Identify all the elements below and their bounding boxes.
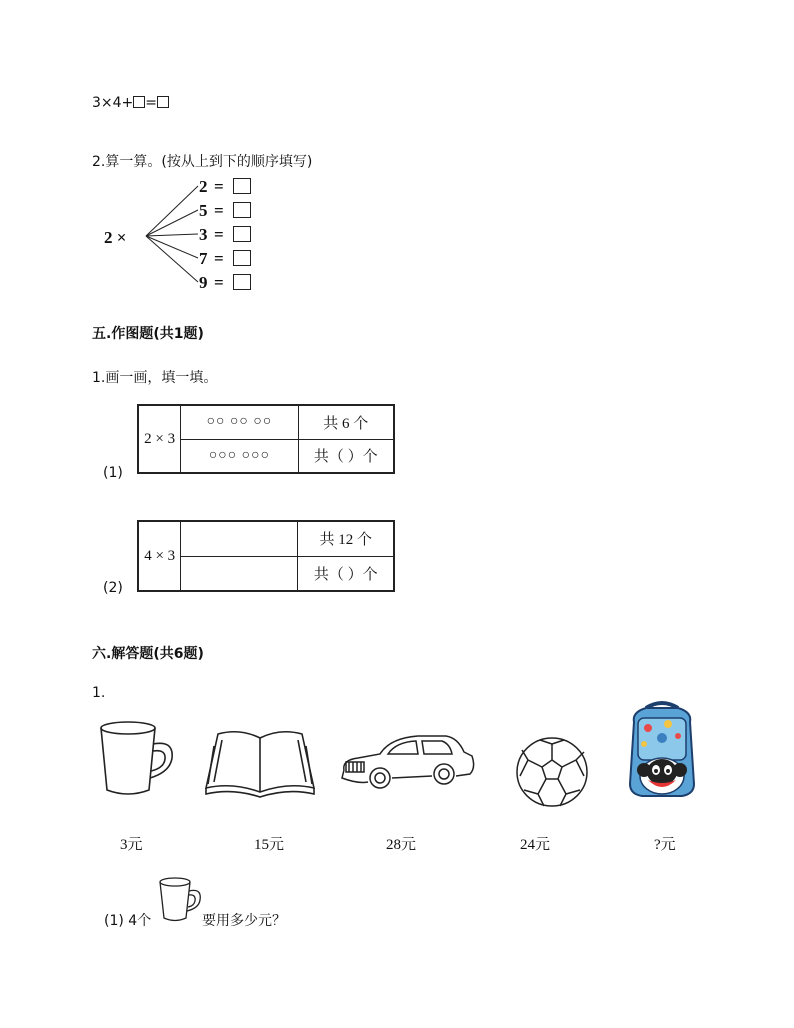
table-2-expression: 4 × 3 [138, 521, 181, 591]
backpack-icon [624, 700, 700, 798]
table-2-draw-area[interactable] [181, 521, 298, 556]
table-1-total-given: 共 6 个 [298, 405, 394, 439]
operand-3: 3 [199, 225, 208, 244]
table-2-total-blank[interactable]: 共（ ）个 [298, 556, 394, 591]
car-icon [338, 730, 476, 794]
table-1-expression: 2 × 3 [138, 405, 181, 473]
table-1-label: (1) [103, 465, 123, 481]
answer-box[interactable] [233, 226, 251, 242]
section-6-question-1: 1. [92, 685, 106, 701]
book-icon [202, 724, 318, 798]
small-cup-icon [158, 876, 204, 924]
cup-icon [98, 718, 178, 800]
section-6-heading: 六.解答题(共6题) [92, 646, 204, 662]
answer-box[interactable] [233, 178, 251, 194]
equals-sign: = [214, 273, 224, 292]
answer-box[interactable] [157, 96, 169, 108]
equals-sign: = [214, 249, 224, 268]
section-5-question-1: 1.画一画，填一填。 [92, 370, 218, 386]
equals-sign: = [214, 201, 224, 220]
answer-box[interactable] [133, 96, 145, 108]
section-5-heading: 五.作图题(共1题) [92, 326, 204, 342]
table-1-circles-row: ○○○ ○○○ [181, 439, 298, 473]
operand-9: 9 [199, 273, 208, 292]
answer-box[interactable] [233, 250, 251, 266]
price-football: 24元 [520, 837, 551, 853]
table-2-label: (2) [103, 580, 123, 596]
table-1-circles-row: ○○ ○○ ○○ [181, 405, 298, 439]
football-icon [514, 736, 590, 808]
sub-question-1-prefix: (1) 4个 [104, 913, 152, 929]
price-cup: 3元 [120, 837, 143, 853]
equals-sign: = [145, 95, 158, 111]
table-2-draw-area[interactable] [181, 556, 298, 591]
operand-2: 2 [199, 177, 208, 196]
operand-7: 7 [199, 249, 208, 268]
price-car: 28元 [386, 837, 417, 853]
operand-5: 5 [199, 201, 208, 220]
multiplier-label: 2 × [104, 228, 127, 247]
expression-text: 3×4+ [92, 95, 134, 111]
answer-box[interactable] [233, 274, 251, 290]
equals-sign: = [214, 177, 224, 196]
equals-sign: = [214, 225, 224, 244]
table-2-total-given: 共 12 个 [298, 521, 394, 556]
answer-box[interactable] [233, 202, 251, 218]
drawing-table-1 [137, 404, 395, 474]
sub-question-1-suffix: 要用多少元？ [202, 913, 286, 929]
question-2-title: 2.算一算。(按从上到下的顺序填写) [92, 154, 313, 170]
table-1-total-blank[interactable]: 共（ ）个 [298, 439, 394, 473]
drawing-table-2 [137, 520, 395, 592]
price-book: 15元 [254, 837, 285, 853]
price-backpack: ?元 [654, 837, 676, 853]
expression-line [92, 95, 169, 111]
